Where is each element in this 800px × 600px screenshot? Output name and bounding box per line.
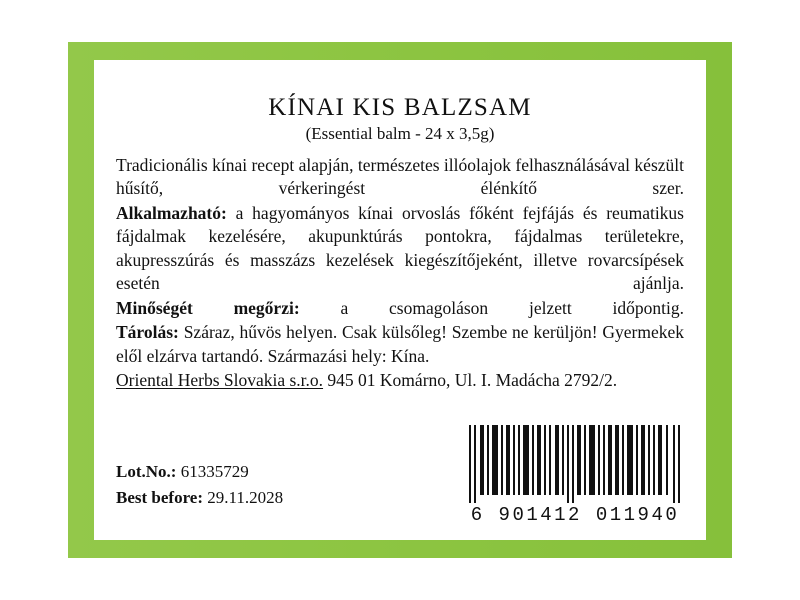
usage-text: a hagyományos kínai orvoslás főként fejfájás és reumatikus fájdalmak kezelésére, akupunktúrás pontokra, fájdalmas területekre, akupresszúrás és masszázs kezelések kiegészítőjeként, illetve rovarcsípések esetén ajánlja. bbox=[116, 202, 684, 294]
barcode-block bbox=[466, 425, 684, 526]
best-before-line bbox=[116, 488, 283, 508]
expiry-text: a csomagoláson jelzett időpontig. bbox=[340, 297, 684, 318]
barcode-icon bbox=[466, 425, 684, 503]
distributor-name: Oriental Herbs Slovakia s.r.o. bbox=[116, 369, 324, 390]
expiry-paragraph bbox=[116, 297, 684, 320]
product-label-card bbox=[68, 42, 732, 558]
storage-text: Száraz, hűvös helyen. Csak külsőleg! Szembe ne kerüljön! Gyermekek elől elzárva tartandó. Származási hely: Kína. bbox=[116, 322, 684, 366]
label-white-panel bbox=[94, 60, 706, 540]
lot-line bbox=[116, 462, 283, 482]
best-before-label: Best before: bbox=[116, 488, 204, 507]
lot-info-block bbox=[116, 462, 283, 514]
lot-label: Lot.No.: bbox=[116, 462, 177, 481]
lot-value: 61335729 bbox=[180, 462, 249, 481]
label-bottom-area bbox=[116, 412, 684, 532]
intro-paragraph: Tradicionális kínai recept alapján, természetes illóolajok felhasználásával készült hűsítő, vérkeringést élénkítő szer. bbox=[116, 155, 684, 199]
product-subtitle: (Essential balm - 24 x 3,5g) bbox=[305, 124, 495, 143]
distributor-paragraph bbox=[116, 369, 684, 392]
expiry-label: Minőségét megőrzi: bbox=[116, 297, 300, 318]
distributor-address: 945 01 Komárno, Ul. I. Madácha 2792/2. bbox=[323, 369, 618, 390]
barcode-number: 6 901412 011940 bbox=[470, 504, 680, 526]
best-before-value: 29.11.2028 bbox=[207, 488, 284, 507]
product-title: KÍNAI KIS BALZSAM bbox=[268, 94, 532, 121]
storage-paragraph bbox=[116, 321, 684, 368]
storage-label: Tárolás: bbox=[116, 322, 179, 343]
usage-label: Alkalmazható: bbox=[116, 202, 227, 223]
usage-paragraph bbox=[116, 202, 684, 296]
